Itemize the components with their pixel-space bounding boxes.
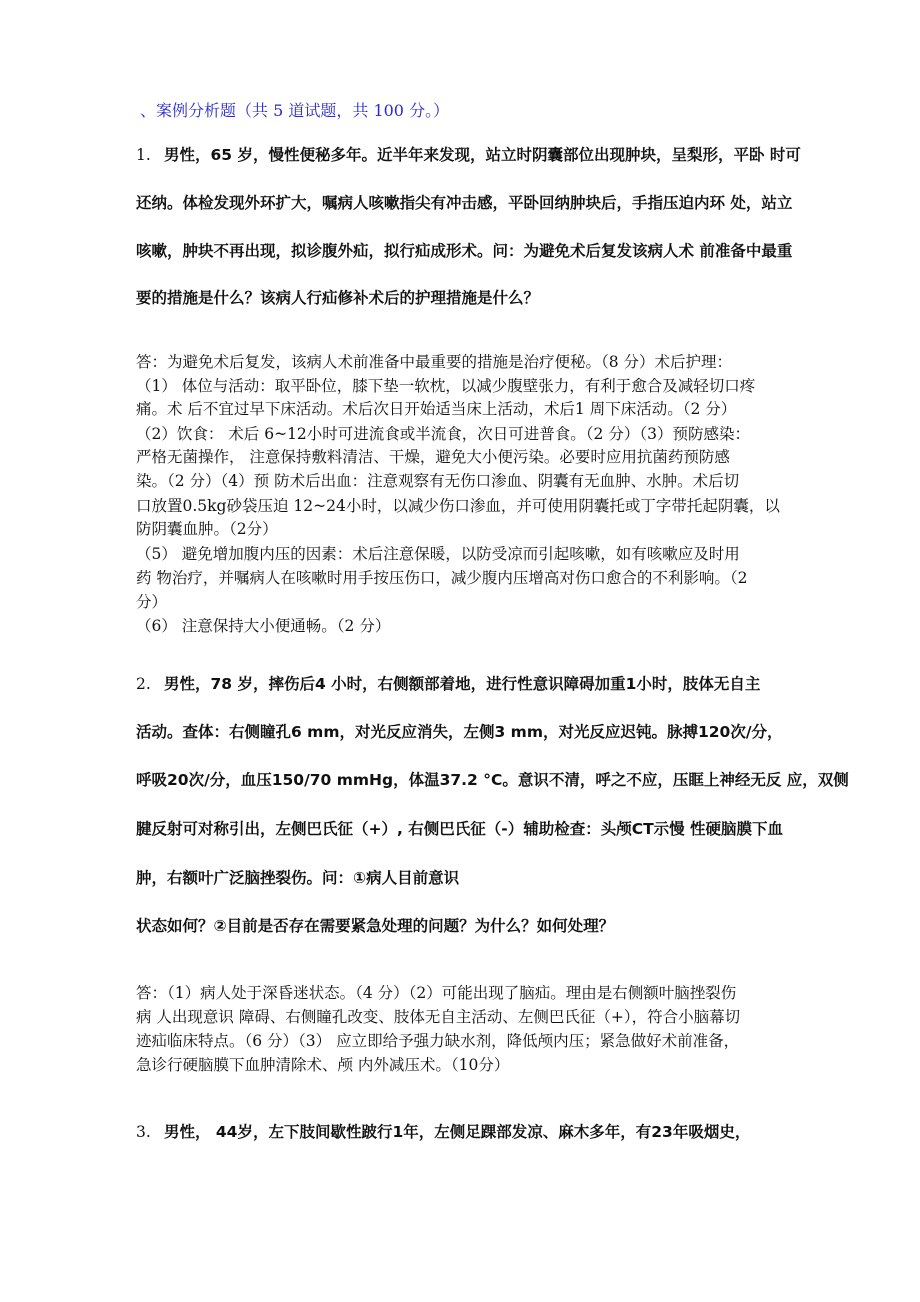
- section-heading: 、案例分析题（共 5 道试题，共 100 分。）: [140, 101, 450, 120]
- q2-line-4: 腱反射可对称引出，左侧巴氏征（+）, 右侧巴氏征（-）辅助检查：头颅CT示慢 性硬脑膜下血: [136, 820, 784, 838]
- a1-line-9: （5） 避免增加腹内压的因素：术后注意保暖，以防受凉而引起咳嗽，如有咳嗽应及时用: [136, 545, 740, 563]
- a1-line-11: 分）: [136, 593, 168, 611]
- q3-number: 3.: [136, 1123, 151, 1141]
- q2-line-3: 呼吸20次/分，血压150/70 mmHg，体温37.2 °C。意识不清，呼之不应，压眶上神经无反 应，双侧: [136, 771, 849, 789]
- a1-line-1: 答：为避免术后复发，该病人术前准备中最重要的措施是治疗便秘。（8 分）术后护理：: [136, 353, 733, 371]
- q1-number: 1.: [136, 146, 151, 164]
- a1-line-5: 严格无菌操作， 注意保持敷料清洁、干燥，避免大小便污染。必要时应用抗菌药预防感: [136, 448, 730, 466]
- a1-line-2: （1） 体位与活动：取平卧位，膝下垫一软枕，以减少腹壁张力，有利于愈合及减轻切口疼: [136, 377, 756, 395]
- a1-line-8: 防阴囊血肿。（2分）: [136, 520, 278, 538]
- a1-line-4: （2）饮食： 术后 6~12小时可进流食或半流食，次日可进普食。（2 分）（3）预防感染：: [136, 425, 750, 443]
- q3-line-1: 3. 男性， 44岁，左下肢间歇性跛行1年，左侧足踝部发凉、麻木多年，有23年吸烟史，: [136, 1123, 751, 1141]
- a2-line-1: 答：（1）病人处于深昏迷状态。（4 分）（2）可能出现了脑疝。理由是右侧额叶脑挫裂伤: [136, 984, 737, 1002]
- q2-line-1: 2. 男性，78 岁，摔伤后4 小时，右侧额部着地，进行性意识障碍加重1小时，肢体无自主: [136, 675, 761, 693]
- q2-line-2: 活动。查体：右侧瞳孔6 mm，对光反应消失，左侧3 mm，对光反应迟钝。脉搏120次/分，: [136, 723, 783, 741]
- a2-line-4: 急诊行硬脑膜下血肿清除术、颅 内外减压术。（10分）: [136, 1056, 510, 1074]
- q2-line-6: 状态如何？②目前是否存在需要紧急处理的问题？为什么？如何处理？: [136, 917, 615, 935]
- q1-line-2: 还纳。体检发现外环扩大，嘱病人咳嗽指尖有冲击感，平卧回纳肿块后，手指压迫内环 处，站立: [136, 194, 793, 212]
- q2-number: 2.: [136, 675, 151, 693]
- a1-line-3: 痛。术 后不宜过早下床活动。术后次日开始适当床上活动，术后1 周下床活动。（2 分）: [136, 400, 737, 418]
- q1-line-3: 咳嗽，肿块不再出现，拟诊腹外疝，拟行疝成形术。问：为避免术后复发该病人术 前准备中最重: [136, 242, 793, 260]
- q1-line-1: 1. 男性，65 岁，慢性便秘多年。近半年来发现，站立时阴囊部位出现肿块，呈梨形，平卧 时可: [136, 146, 801, 164]
- a1-line-10: 药 物治疗，并嘱病人在咳嗽时用手按压伤口，减少腹内压增高对伤口愈合的不利影响。（2: [136, 569, 748, 587]
- a1-line-7: 口放置0.5kg砂袋压迫 12~24小时，以减少伤口渗血，并可使用阴囊托或丁字带托起阴囊，以: [136, 497, 780, 515]
- a1-line-12: （6） 注意保持大小便通畅。（2 分）: [136, 617, 391, 635]
- q1-line-4: 要的措施是什么？该病人行疝修补术后的护理措施是什么？: [136, 289, 540, 307]
- q2-line-5: 肿，右额叶广泛脑挫裂伤。问：①病人目前意识: [136, 869, 460, 887]
- a1-line-6: 染。（2 分）（4）预 防术后出血：注意观察有无伤口渗血、阴囊有无血肿、水肿。术后切: [136, 472, 740, 490]
- a2-line-2: 病 人出现意识 障碍、右侧瞳孔改变、肢体无自主活动、左侧巴氏征（+），符合小脑幕切: [136, 1008, 741, 1026]
- a2-line-3: 迹疝临床特点。（6 分）（3） 应立即给予强力缺水剂，降低颅内压；紧急做好术前准备，: [136, 1032, 740, 1050]
